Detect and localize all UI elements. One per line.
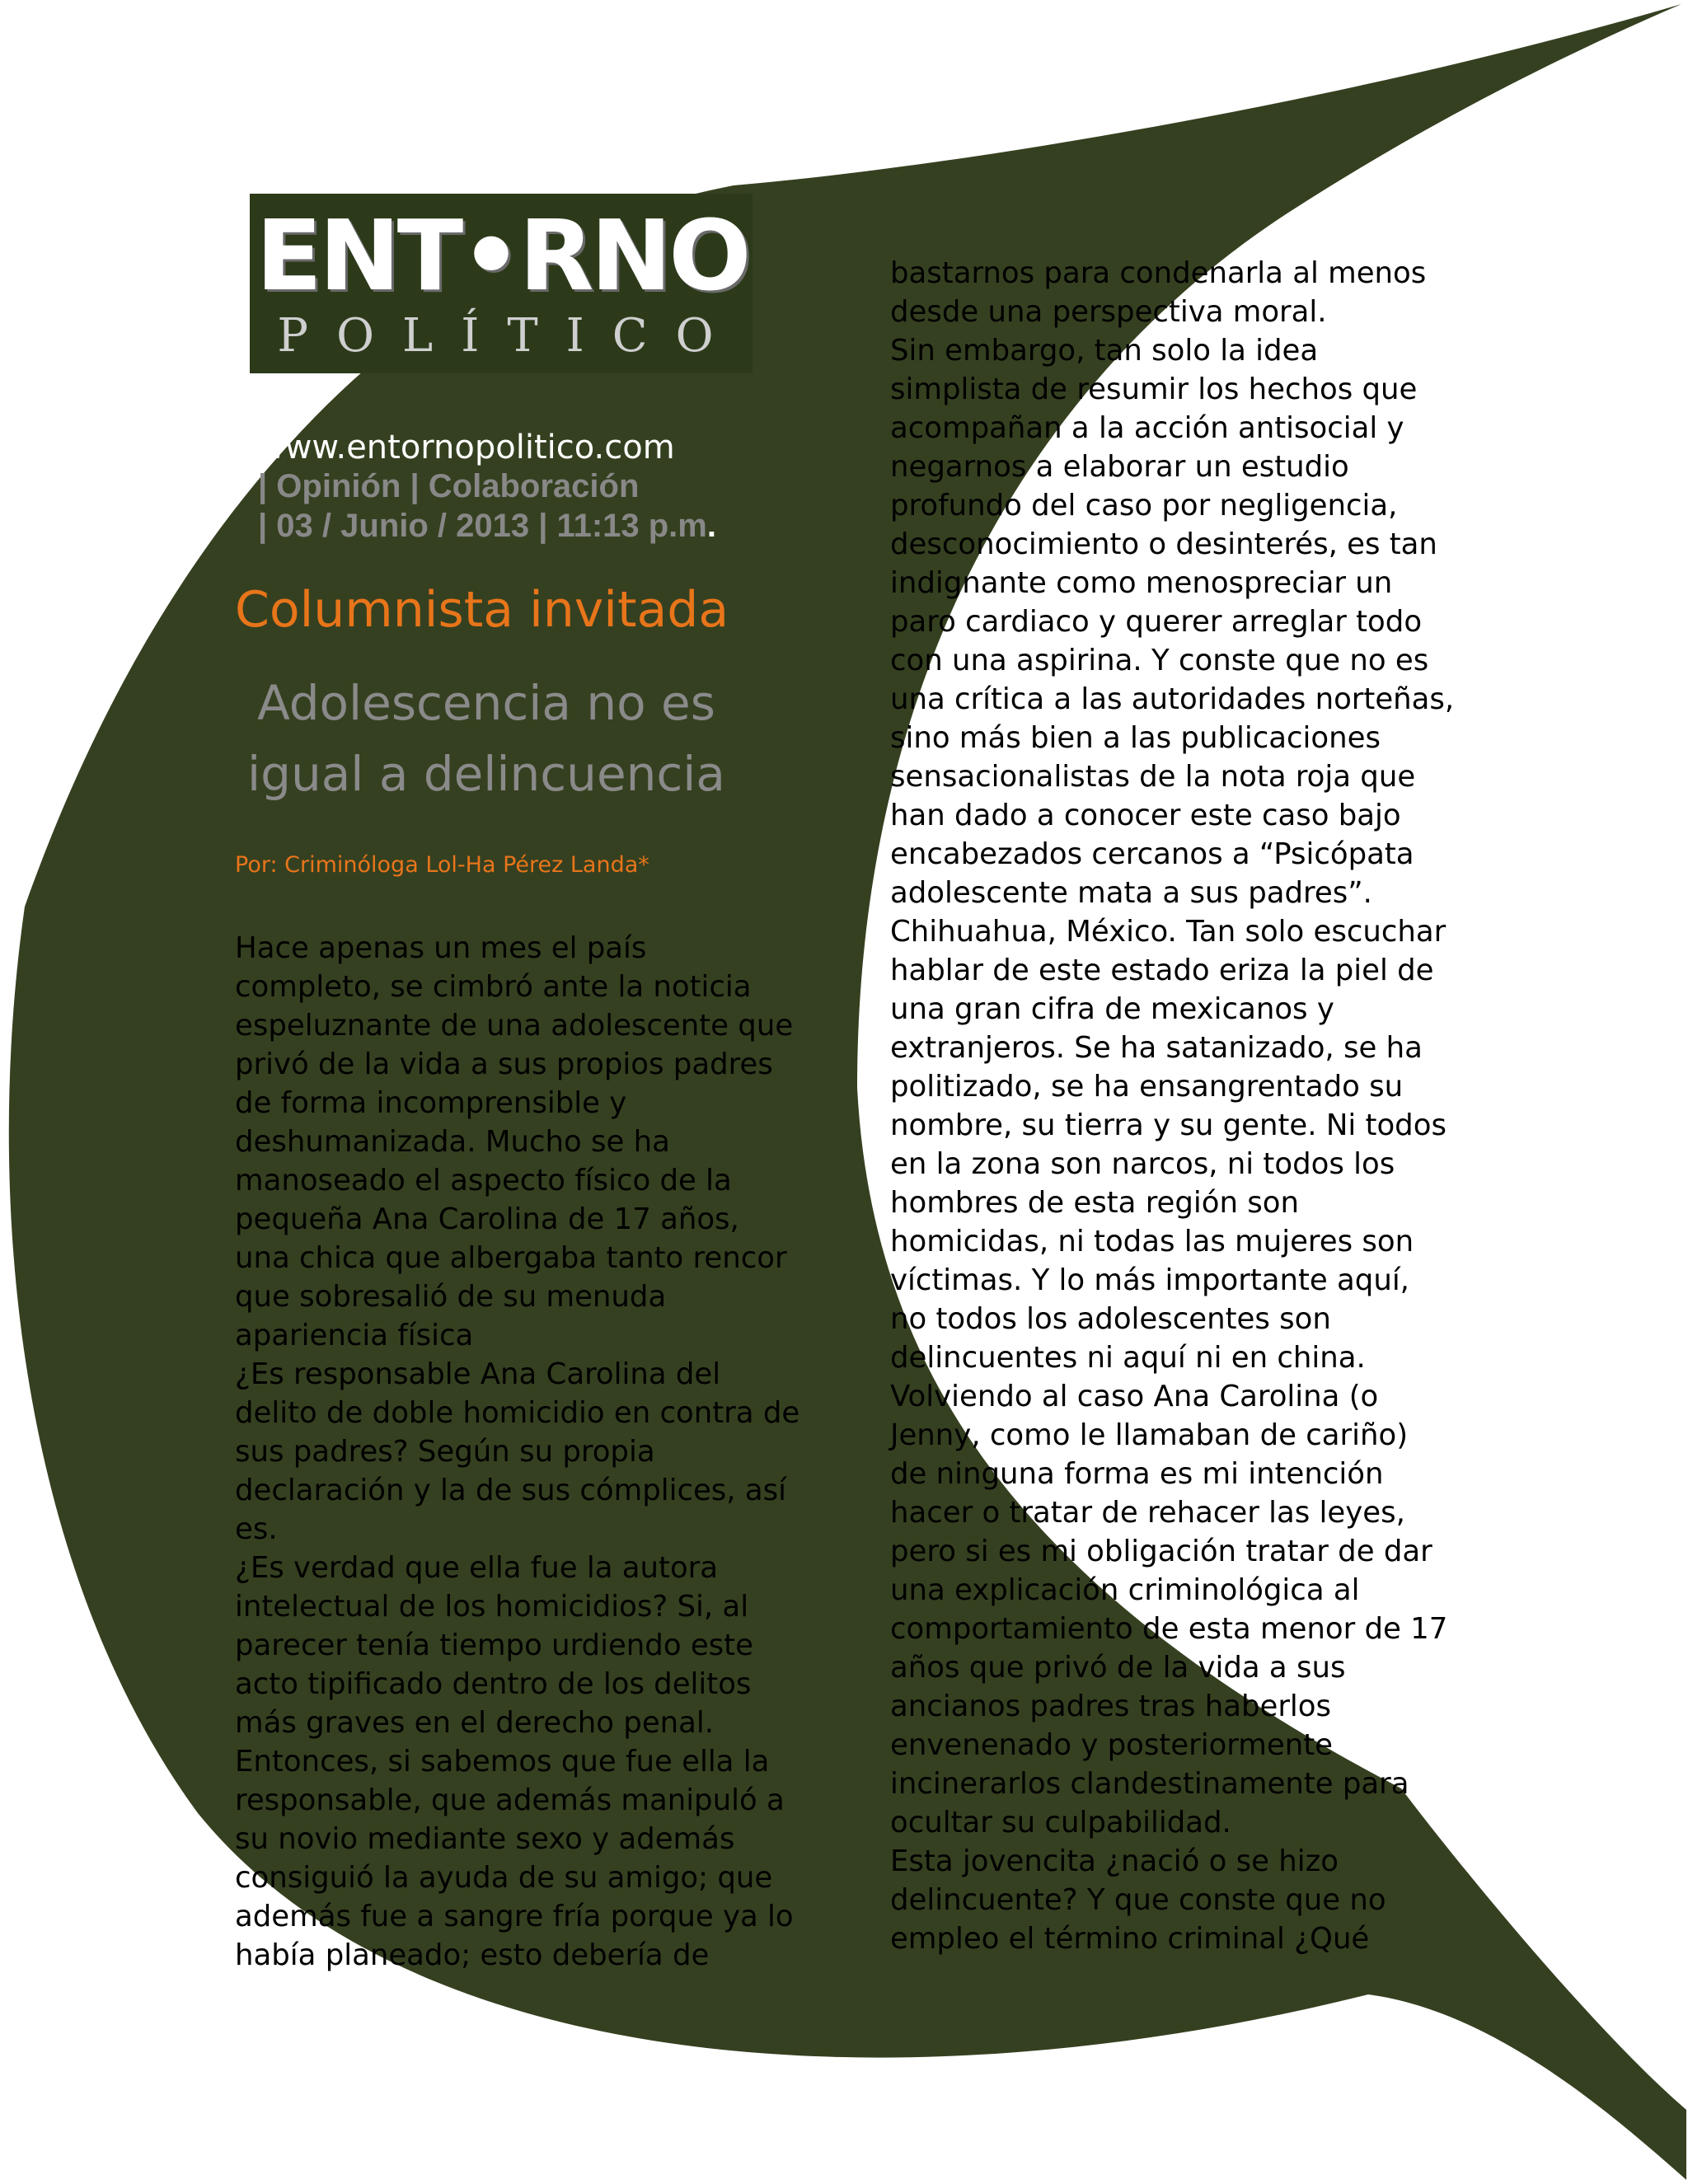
text-line: han dado a conocer este caso bajo [890,799,1401,832]
byline: Por: Criminóloga Lol-Ha Pérez Landa* [235,852,649,878]
text-line: en la zona son narcos, ni todos los [890,1147,1395,1181]
text-line: envenenado y posteriormente [890,1728,1333,1762]
text-line: nombre, su tierra y su gente. Ni todos [890,1108,1447,1142]
text-line: espeluznante de una adolescente que [235,1009,794,1043]
date-text: | 03 / Junio / 2013 | 11:13 p.m [258,508,707,544]
text-line: intelectual de los homicidios? Si, al [235,1590,749,1624]
text-line: incinerarlos clandestinamente para [890,1767,1409,1801]
text-line: Esta jovencita ¿nació o se hizo [890,1844,1339,1878]
text-line: completo, se cimbró ante la noticia [235,970,752,1004]
text-line: no todos los adolescentes son [890,1302,1331,1336]
text-line: adolescente mata a sus padres”. [890,876,1372,910]
text-line: manoseado el aspecto físico de la [235,1164,732,1197]
text-line: deshumanizada. Mucho se ha [235,1125,670,1159]
text-line: Chihuahua, México. Tan solo escuchar [890,915,1447,949]
text-line: Volviendo al caso Ana Carolina (o [890,1380,1379,1413]
text-line: acompañan a la acción antisocial y [890,411,1404,445]
text-line: ¿Es verdad que ella fue la autora [235,1551,719,1585]
site-url[interactable]: www.entornopolitico.com [258,429,675,466]
date-tail: . [706,508,716,544]
text-line: negarnos a elaborar un estudio [890,450,1349,484]
text-line: más graves en el derecho penal. [235,1706,715,1740]
logo-subtitle: POLÍTICO [277,309,742,363]
text-line: privó de la vida a sus propios padres [235,1047,773,1081]
logo-wordmark: ENT•RNO [256,199,748,312]
text-line: delito de doble homicidio en contra de [235,1396,800,1430]
article-headline [235,668,738,809]
text-line: con una aspirina. Y conste que no es [890,644,1429,677]
text-line: Entonces, si sabemos que fue ella la [235,1745,770,1779]
text-line: sino más bien a las publicaciones [890,721,1381,755]
text-line: años que privó de la vida a sus [890,1651,1346,1685]
text-line: responsable, que además manipuló a [235,1783,785,1817]
text-line: homicidas, ni todas las mujeres son [890,1225,1414,1258]
text-line: una chica que albergaba tanto rencor [235,1241,787,1275]
text-line: bastarnos para condenarla al menos [890,256,1427,290]
text-line: pequeña Ana Carolina de 17 años, [235,1202,739,1236]
text-line: hombres de esta región son [890,1186,1299,1220]
text-line: Sin embargo, tan solo la idea [890,334,1319,368]
text-line: que sobresalió de su menuda [235,1280,667,1314]
text-line: ¿Es responsable Ana Carolina del [235,1357,721,1391]
text-line: su novio mediante sexo y además [235,1822,735,1856]
text-line: empleo el término criminal ¿Qué [890,1922,1370,1956]
text-line: politizado, se ha ensangrentado su [890,1070,1404,1104]
text-line: una explicación criminológica al [890,1573,1360,1607]
text-line: desconocimiento o desinterés, es tan [890,527,1437,561]
text-line: consiguió la ayuda de su amigo; que [235,1861,773,1895]
text-line: comportamiento de esta menor de 17 [890,1612,1448,1646]
text-line: había planeado; esto debería de [235,1938,710,1972]
text-line: profundo del caso por negligencia, [890,489,1398,523]
text-line: delincuentes ni aquí ni en china. [890,1341,1366,1375]
text-line: ancianos padres tras haberlos [890,1690,1331,1723]
section-line: | Opinión | Colaboración [258,468,640,504]
text-line: simplista de resumir los hechos que [890,373,1418,406]
text-line: es. [235,1512,278,1546]
text-line: declaración y la de sus cómplices, así [235,1474,786,1507]
text-line: apariencia física [235,1319,474,1352]
text-line: de forma incomprensible y [235,1086,627,1120]
entorno-politico-logo [250,194,753,373]
headline-line-2: igual a delincuencia [247,746,725,802]
date-line [258,506,716,546]
text-line: parecer tenía tiempo urdiendo este [235,1629,753,1662]
headline-line-1: Adolescencia no es [257,675,715,731]
text-line: hablar de este estado eriza la piel de [890,954,1434,987]
text-line: encabezados cercanos a “Psicópata [890,837,1414,871]
text-line: acto tipificado dentro de los delitos [235,1667,752,1701]
text-line: sensacionalistas de la nota roja que [890,760,1416,794]
text-line: sus padres? Según su propia [235,1435,655,1469]
text-line: paro cardiaco y querer arreglar todo [890,605,1423,639]
kicker: Columnista invitada [235,581,729,639]
text-line: víctimas. Y lo más importante aquí, [890,1263,1409,1297]
text-line: además fue a sangre fría porque ya lo [235,1900,794,1933]
text-line: una crítica a las autoridades norteñas, [890,682,1455,716]
text-line: Jenny, como le llamaban de cariño) [890,1418,1409,1452]
text-line: delincuente? Y que conste que no [890,1883,1386,1917]
text-line: ocultar su culpabilidad. [890,1806,1231,1840]
article-column-right [890,254,1454,1958]
article-column-left [235,929,799,1975]
text-line: extranjeros. Se ha satanizado, se ha [890,1031,1423,1065]
text-line: de ninguna forma es mi intención [890,1457,1384,1491]
text-line: hacer o tratar de rehacer las leyes, [890,1496,1405,1530]
text-line: indignante como menospreciar un [890,566,1393,600]
text-line: una gran cifra de mexicanos y [890,992,1334,1026]
text-line: pero si es mi obligación tratar de dar [890,1535,1432,1568]
text-line: Hace apenas un mes el país [235,931,647,965]
text-line: desde una perspectiva moral. [890,295,1327,329]
